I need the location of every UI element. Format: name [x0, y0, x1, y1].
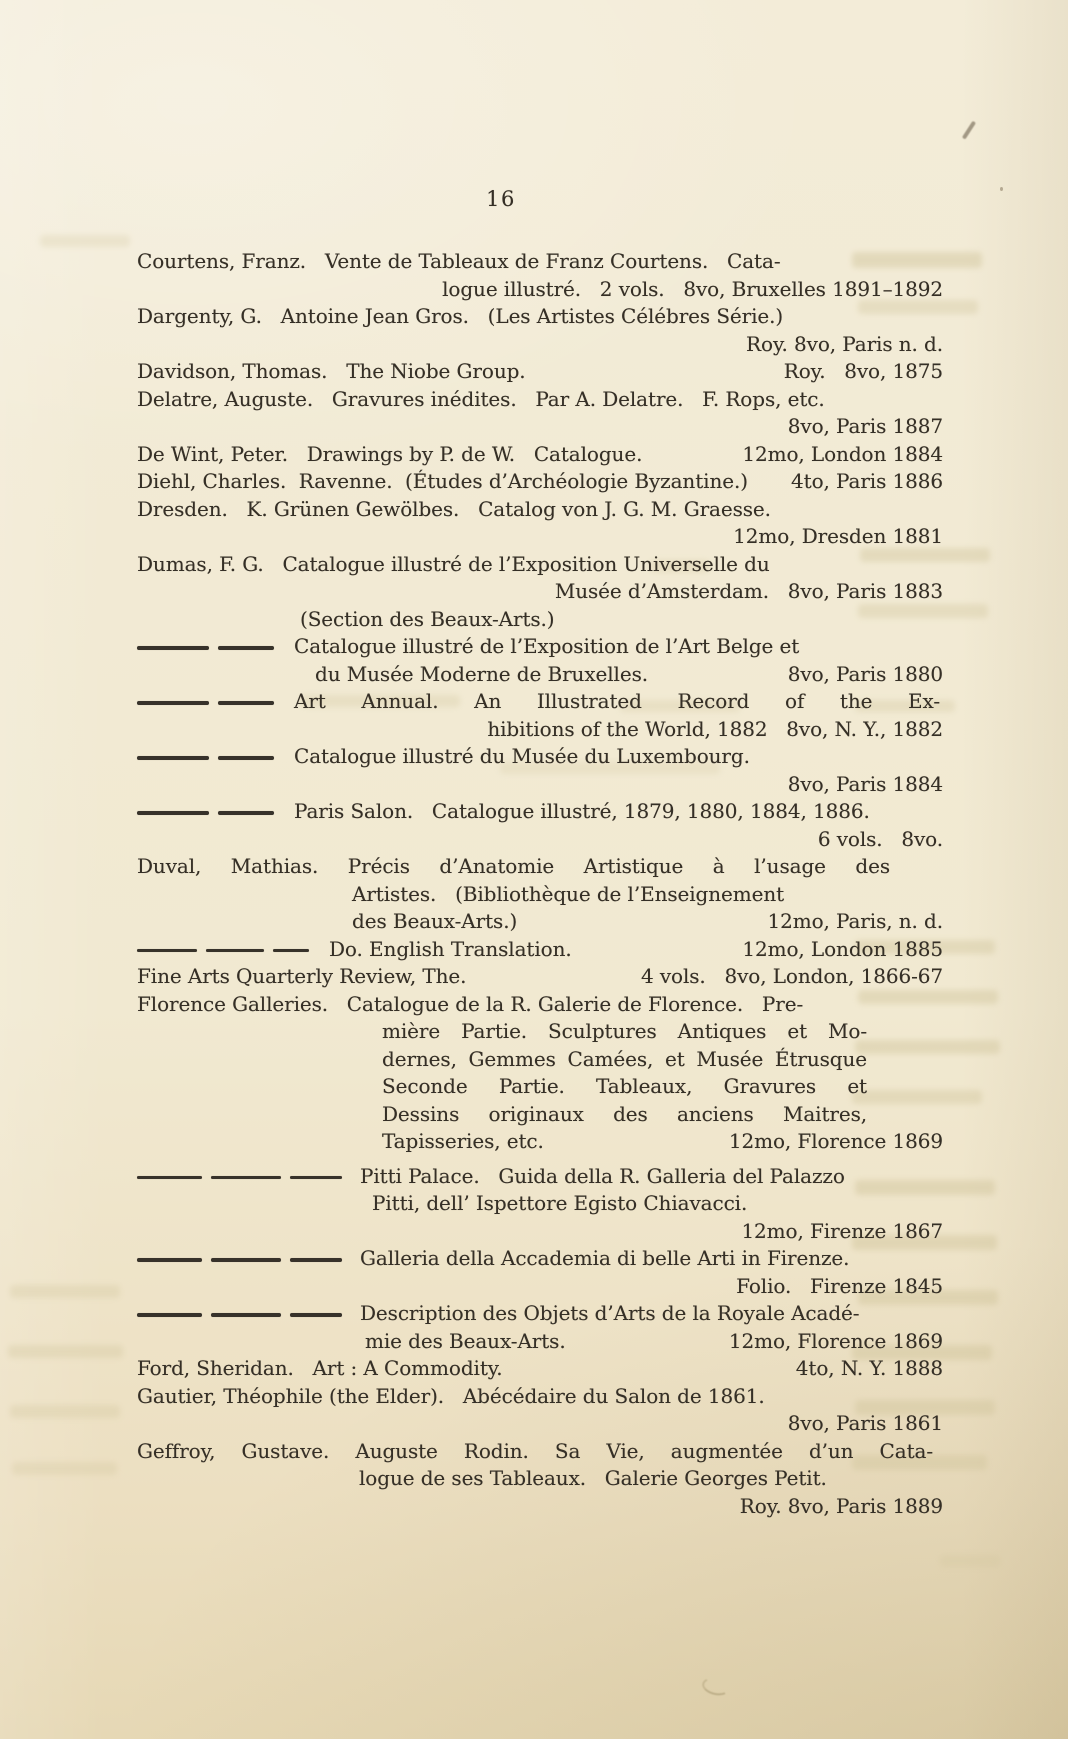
entry-text: (Section des Beaux-Arts.)	[300, 606, 555, 631]
entry-text: Catalogue illustré du Musée du Luxembourg.	[294, 744, 750, 768]
catalog-line	[137, 936, 943, 964]
entry-text: Catalogue illustré de l’Exposition de l’Art Belge et	[294, 634, 800, 658]
catalog-line	[137, 661, 943, 689]
entry-text: 8vo, Paris 1884	[787, 771, 943, 796]
entry-imprint: 12mo, London 1884	[742, 441, 943, 466]
entry-text: Fine Arts Quarterly Review, The.	[137, 964, 467, 988]
catalog-line	[137, 1073, 943, 1101]
entry-text: Musée d’Amsterdam. 8vo, Paris 1883	[554, 579, 943, 603]
entry-imprint: 8vo, Paris 1880	[787, 661, 943, 686]
catalog-line	[137, 331, 943, 359]
entry-text: 8vo, Paris 1887	[787, 414, 943, 438]
ditto-dash	[137, 701, 274, 705]
catalog-line	[137, 1018, 943, 1046]
ditto-dash	[137, 756, 274, 760]
catalog-line	[137, 826, 943, 854]
catalog-line	[137, 991, 943, 1019]
catalog-line	[137, 1101, 943, 1129]
catalog-line	[137, 523, 943, 551]
entry-text: Ford, Sheridan. Art : A Commodity.	[137, 1356, 503, 1380]
entry-text: Florence Galleries. Catalogue de la R. Galerie de Florence. Pre-	[137, 991, 804, 1016]
entry-text: Paris Salon. Catalogue illustré, 1879, 1880, 1884, 1886.	[294, 799, 870, 823]
entry-text: logue de ses Tableaux. Galerie Georges Petit.	[359, 1466, 827, 1490]
entry-text: Gautier, Théophile (the Elder). Abécédaire du Salon de 1861.	[137, 1383, 765, 1408]
catalog-line	[137, 578, 943, 606]
catalog-line	[137, 468, 943, 496]
ditto-dash	[137, 1258, 342, 1262]
entry-text: Davidson, Thomas. The Niobe Group.	[137, 359, 526, 383]
ditto-dash	[137, 811, 274, 815]
showthrough-blot	[12, 1462, 117, 1475]
catalog-line	[137, 1328, 943, 1356]
catalog-line	[137, 688, 943, 716]
entry-text: logue illustré. 2 vols. 8vo, Bruxelles 1891–1892	[442, 276, 943, 301]
entry-text: Pitti, dell’ Ispettore Egisto Chiavacci.	[372, 1191, 748, 1215]
entry-text: 12mo, Dresden 1881	[733, 524, 943, 548]
entry-text: Diehl, Charles. Ravenne. (Études d’Archéologie Byzantine.)	[137, 469, 748, 493]
catalog-line	[137, 551, 943, 579]
catalog-line	[137, 1355, 943, 1383]
catalog-line	[137, 1218, 943, 1246]
entry-imprint: 4to, Paris 1886	[791, 469, 943, 493]
ditto-dash	[137, 1176, 342, 1180]
catalog-line	[137, 1190, 943, 1218]
entry-text: hibitions of the World, 1882 8vo, N. Y., 1882	[487, 716, 943, 741]
faint-curve-mark	[701, 1675, 732, 1697]
entry-text: Pitti Palace. Guida della R. Galleria del Palazzo	[360, 1163, 845, 1188]
entry-text: Roy. 8vo, Paris 1889	[739, 1493, 943, 1518]
entry-text: Duval, Mathias. Précis d’Anatomie Artistique à l’usage des	[137, 854, 890, 878]
catalog-line	[137, 248, 943, 276]
entry-text: du Musée Moderne de Bruxelles.	[315, 661, 648, 686]
ink-speck	[1000, 187, 1003, 191]
ditto-dash	[137, 1313, 342, 1317]
catalog-line	[137, 716, 943, 744]
entry-text: Folio. Firenze 1845	[736, 1273, 943, 1298]
catalog-line	[137, 963, 943, 991]
entry-text: Art Annual. An Illustrated Record of the Ex-	[294, 689, 940, 713]
entry-text: 8vo, Paris 1861	[787, 1411, 943, 1435]
catalog-line	[137, 1128, 943, 1156]
entry-text: dernes, Gemmes Camées, et Musée Étrusque	[382, 1046, 867, 1071]
entry-text: Dumas, F. G. Catalogue illustré de l’Exposition Universelle du	[137, 551, 770, 576]
entry-text: Description des Objets d’Arts de la Royale Acadé-	[360, 1301, 860, 1325]
catalog-line	[137, 386, 943, 414]
catalog-line	[137, 606, 943, 634]
catalog-line	[137, 303, 943, 331]
entry-text: 6 vols. 8vo.	[817, 826, 943, 851]
entry-text: Dargenty, G. Antoine Jean Gros. (Les Artistes Célébres Série.)	[137, 304, 784, 328]
entry-text: 12mo, Firenze 1867	[741, 1218, 943, 1243]
entry-text: Geffroy, Gustave. Auguste Rodin. Sa Vie, augmentée d’un Cata-	[137, 1438, 933, 1463]
catalog-line	[137, 1410, 943, 1438]
catalog-line	[137, 1465, 943, 1493]
showthrough-blot	[40, 235, 130, 247]
catalog-line	[137, 743, 943, 771]
entry-text: Do. English Translation.	[329, 936, 572, 961]
entry-text: Courtens, Franz. Vente de Tableaux de Franz Courtens. Cata-	[137, 249, 781, 273]
catalog-line	[137, 1383, 943, 1411]
entry-text: Artistes. (Bibliothèque de l’Enseignement	[352, 881, 785, 906]
catalog-line	[137, 633, 943, 661]
catalog-line	[137, 358, 943, 386]
catalog-line	[137, 1046, 943, 1074]
entry-text: Roy. 8vo, Paris n. d.	[746, 331, 943, 356]
catalog-line	[137, 908, 943, 936]
catalog-line	[137, 276, 943, 304]
entry-text: Dresden. K. Grünen Gewölbes. Catalog von J. G. M. Graesse.	[137, 496, 771, 521]
entry-imprint: 4 vols. 8vo, London, 1866-67	[640, 964, 943, 988]
catalog-line	[137, 1163, 943, 1191]
entry-imprint: 12mo, Florence 1869	[728, 1129, 943, 1153]
entry-text: mie des Beaux-Arts.	[365, 1328, 566, 1353]
entry-imprint: 4to, N. Y. 1888	[795, 1356, 943, 1380]
catalog-line	[137, 1300, 943, 1328]
entry-text: des Beaux-Arts.)	[352, 909, 518, 933]
pen-stroke-mark	[962, 121, 976, 140]
catalog-line	[137, 413, 943, 441]
entry-imprint: 12mo, Florence 1869	[728, 1328, 943, 1353]
showthrough-blot	[10, 1405, 120, 1418]
ditto-dash	[137, 949, 309, 953]
catalog-entries	[137, 248, 943, 1520]
showthrough-blot	[10, 1285, 120, 1298]
catalog-line	[137, 441, 943, 469]
catalog-line	[137, 771, 943, 799]
catalog-line	[137, 1245, 943, 1273]
showthrough-blot	[940, 1555, 1000, 1567]
catalog-line	[137, 1438, 943, 1466]
entry-text: Galleria della Accademia di belle Arti in Firenze.	[360, 1246, 850, 1270]
entry-imprint: Roy. 8vo, 1875	[783, 359, 943, 383]
entry-text: Dessins originaux des anciens Maitres,	[382, 1101, 867, 1126]
catalog-line	[137, 496, 943, 524]
catalog-line	[137, 1273, 943, 1301]
catalog-line	[137, 1493, 943, 1521]
entry-text: Tapisseries, etc.	[382, 1129, 544, 1153]
ditto-dash	[137, 646, 274, 650]
entry-imprint: 12mo, Paris, n. d.	[767, 909, 943, 933]
catalog-line	[137, 798, 943, 826]
entry-text: Delatre, Auguste. Gravures inédites. Par A. Delatre. F. Rops, etc.	[137, 386, 825, 411]
entry-text: mière Partie. Sculptures Antiques et Mo-	[382, 1019, 867, 1043]
showthrough-blot	[8, 1345, 123, 1358]
entry-imprint: 12mo, London 1885	[742, 936, 943, 961]
page-number: 16	[486, 187, 516, 211]
entry-text: Seconde Partie. Tableaux, Gravures et	[382, 1074, 867, 1098]
catalog-line	[137, 853, 943, 881]
entry-text: De Wint, Peter. Drawings by P. de W. Catalogue.	[137, 441, 643, 466]
catalog-line	[137, 881, 943, 909]
